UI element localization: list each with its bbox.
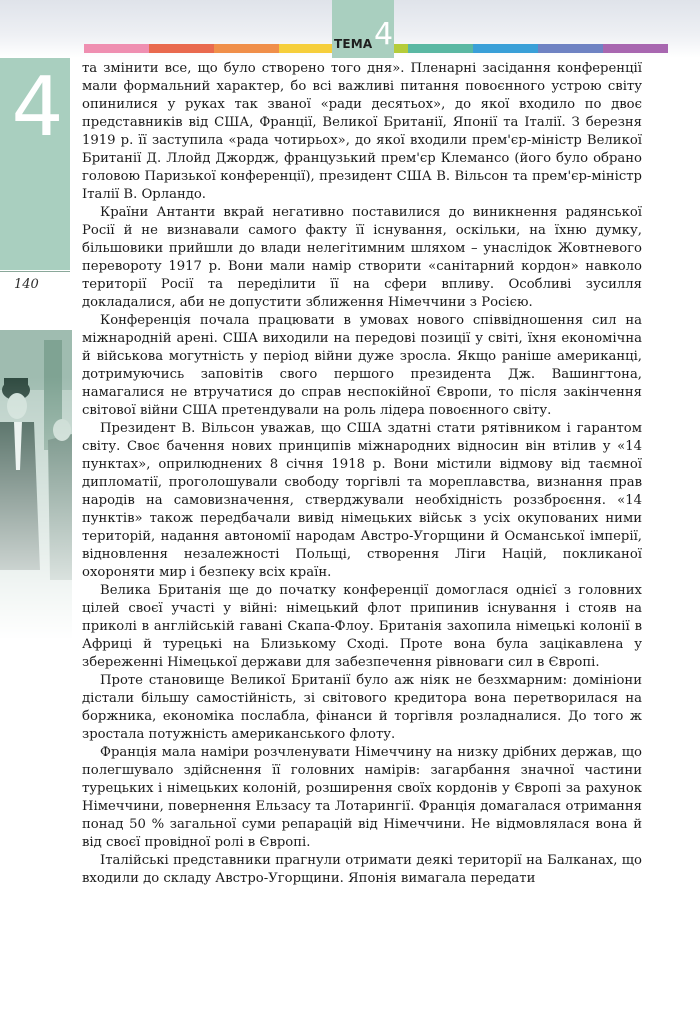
body-text [82, 60, 642, 888]
stripe-segment [473, 44, 538, 53]
historical-photo-fragment [0, 330, 72, 640]
stripe-segment [538, 44, 603, 53]
topic-number: 4 [374, 17, 394, 52]
stripe-segment [84, 44, 149, 53]
stripe-segment [603, 44, 668, 53]
paragraph-4: Президент В. Вільсон уважав, що США здатні стати рятівником і гарантом світу. Своє бачення нових принципів міжнародних відносин він втілив у «14 пунктах», оприлюднених 8 січня 1918 р. Вони містили відмову від таємної дипломатії, проголошували свободу торгівлі та мореплавства, визнання прав народів на самовизначення, стверджували необхідність роззброєння. «14 пунктів» також передбачали вивід німецьких військ з усіх окупованих ними територій, надання автономії народам Австро-Угорщини й Османської імперії, відновлення незалежності Польщі, створення Ліги Націй, покликаної охороняти мир і безпеку всіх країн. [82, 421, 642, 580]
chapter-number: 4 [11, 60, 64, 155]
paragraph-1: та змінити все, що було створено того дня». Пленарні засідання конференції мали формальний характер, бо всі важливі питання повоєнного устрою світу опинилися у руках так званої «ради десятьох», до якої входило по двоє представників від США, Франції, Великої Британії, Японії та Італії. З березня 1919 р. її заступила «рада чотирьох», до якої входили прем'єр-міністр Великої Британії Д. Ллойд Джордж, французький прем'єр Клемансо (його було обрано головою Паризької конференції), президент США В. Вільсон та прем'єр-міністр Італії В. Орландо. [82, 61, 642, 202]
stripe-segment [408, 44, 473, 53]
page-number: 140 [14, 277, 39, 292]
topic-label: ТЕМА [334, 37, 373, 51]
paragraph-6: Проте становище Великої Британії було аж ніяк не безхмарним: домініони дістали більшу самостійність, зі світового кредитора вона перетворилася на боржника, економіка послабла, фінанси й торгівля розладналися. До того ж зростала потужність американського флоту. [82, 673, 642, 742]
paragraph-5: Велика Британія ще до початку конференції домоглася однієї з головних цілей своєї участі у війні: німецький флот припинив існування і стояв на приколі в англійській гавані Скапа-Флоу. Британія захопила німецькі колонії в Африці й турецькі на Близькому Сході. Проте вона була зацікавлена у збереженні Німецької держави для забезпечення рівноваги сил в Європі. [82, 583, 642, 670]
paragraph-7: Франція мала наміри розчленувати Німеччину на низку дрібних держав, що полегшувало здійснення її головних намірів: загарбання значної частини турецьких і німецьких колоній, розширення своїх кордонів у Європі за рахунок Німеччини, повернення Ельзасу та Лотарингії. Франція домагалася отримання понад 50 % загальної суми репарацій від Німеччини. Не відмовлялася вона й від своєї провідної ролі в Європі. [82, 745, 642, 850]
page-number-rule [0, 271, 70, 272]
stripe-segment [149, 44, 214, 53]
stripe-segment [214, 44, 279, 53]
paragraph-3: Конференція почала працювати в умовах нового співвідношення сил на міжнародній арені. США виходили на передові позиції у світі, їхня економічна й військова могутність у період війни дуже зросла. Якщо раніше американці, дотримуючись заповітів свого першого президента Дж. Вашингтона, намагалися не втручатися до справ неспокійної Європи, то після закінчення світової війни США претендували на роль лідера повоєнного світу. [82, 313, 642, 418]
paragraph-8: Італійські представники прагнули отримати деякі території на Балканах, що входили до складу Австро-Угорщини. Японія вимагала передати [82, 853, 642, 886]
paragraph-2: Країни Антанти вкрай негативно поставилися до виникнення радянської Росії й не визнавали самого факту її існування, оскільки, на їхню думку, більшовики прийшли до влади нелегітимним шляхом – унаслідок Жовтневого перевороту 1917 р. Вони мали намір створити «санітарний кордон» навколо території Росії та переділити її на сфери впливу. Особливі зусилля докладалися, аби не допустити зближення Німеччини з Росією. [82, 205, 642, 310]
